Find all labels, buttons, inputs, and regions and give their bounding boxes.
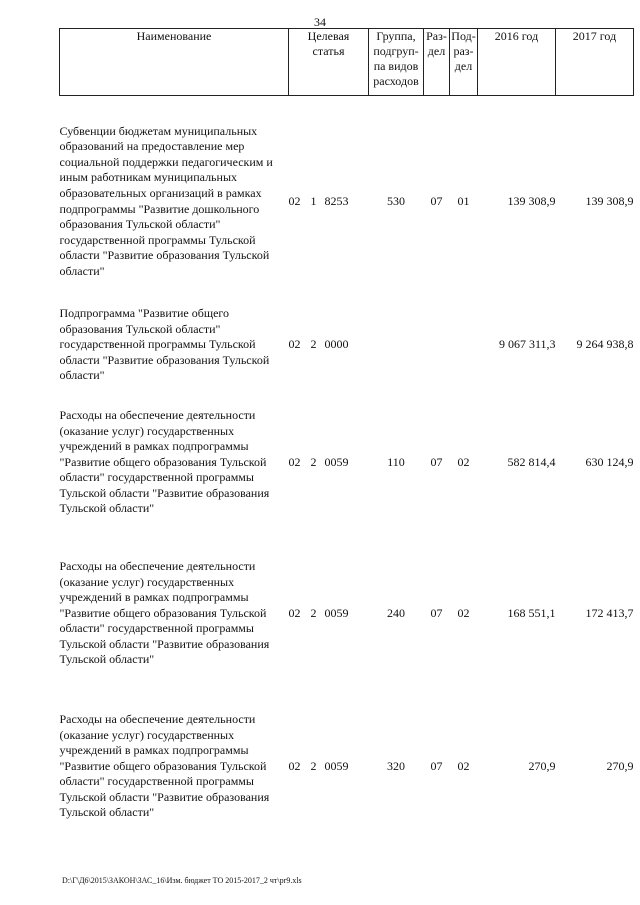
- header-group: Группа, подгруп-па видов расходов: [369, 29, 424, 96]
- row-value-2017: 630 124,9: [585, 454, 634, 469]
- row-subsection: 02: [457, 454, 470, 469]
- row-value-2017: 9 264 938,8: [576, 337, 634, 352]
- row-section: 07: [430, 605, 443, 620]
- row-section: [424, 303, 450, 388]
- row-name: Расходы на обеспечение деятельности (оказание услуг) государственных учреждений в рамках подпрограммы "Развитие общего образования Тульской области" государственной программы Тульской области "Развитие образования Тульской области": [59, 711, 270, 820]
- code-program: 02: [288, 193, 301, 208]
- header-target-item: Целевая статья: [289, 29, 369, 96]
- spacer-row: [60, 96, 634, 116]
- header-year-2016: 2016 год: [478, 29, 556, 96]
- code-direction: 0059: [324, 605, 349, 620]
- footer-file-path: D:\Г\Д6\2015\ЗАКОН\ЗАС_16\Изм. бюджет ТО 2015-2017_2 чт\pr9.xls: [62, 876, 302, 885]
- table-row: [60, 402, 634, 524]
- table-row: [60, 706, 634, 828]
- code-subprogram: 2: [310, 454, 317, 469]
- code-direction: 0059: [324, 454, 349, 469]
- row-value-2016: 9 067 311,3: [498, 337, 556, 352]
- row-target-code: [289, 402, 369, 524]
- code-direction: 8253: [324, 193, 349, 208]
- table-row: [60, 116, 634, 288]
- row-value-2017: 139 308,9: [585, 193, 634, 208]
- code-direction: 0000: [324, 337, 349, 352]
- row-subsection: 01: [457, 193, 470, 208]
- row-value-2017: 172 413,7: [585, 605, 634, 620]
- budget-table: [59, 28, 634, 828]
- row-section: 07: [430, 454, 443, 469]
- row-value-2016: 582 814,4: [507, 454, 556, 469]
- spacer-row: [60, 288, 634, 303]
- row-group: 240: [387, 605, 405, 620]
- header-subsection: Под-раз-дел: [450, 29, 478, 96]
- row-value-2016: 139 308,9: [507, 193, 556, 208]
- code-subprogram: 2: [310, 337, 317, 352]
- header-year-2017: 2017 год: [556, 29, 634, 96]
- page-number: 34: [314, 15, 326, 29]
- row-group: 110: [387, 454, 405, 469]
- code-program: 02: [288, 758, 301, 773]
- header-section: Раз-дел: [424, 29, 450, 96]
- row-value-2017: 270,9: [606, 758, 634, 773]
- spacer-row: [60, 388, 634, 402]
- code-subprogram: 1: [310, 193, 317, 208]
- row-target-code: [289, 116, 369, 288]
- row-target-code: [289, 554, 369, 674]
- row-name: Расходы на обеспечение деятельности (оказание услуг) государственных учреждений в рамках подпрограммы "Развитие общего образования Тульской области" государственной программы Тульской области "Развитие образования Тульской области": [59, 558, 270, 667]
- row-group: [369, 303, 424, 388]
- spacer-row: [60, 674, 634, 706]
- row-section: 07: [430, 193, 443, 208]
- row-subsection: 02: [457, 758, 470, 773]
- row-name: Расходы на обеспечение деятельности (оказание услуг) государственных учреждений в рамках подпрограммы "Развитие общего образования Тульской области" государственной программы Тульской области "Развитие образования Тульской области": [59, 407, 270, 516]
- row-target-code: [289, 706, 369, 828]
- code-direction: 0059: [324, 758, 349, 773]
- row-name: Подпрограмма "Развитие общего образования Тульской области" государственной программы Тульской области "Развитие образования Тульской области": [59, 306, 270, 383]
- code-subprogram: 2: [310, 758, 317, 773]
- table-row: [60, 303, 634, 388]
- code-program: 02: [288, 337, 301, 352]
- row-value-2016: 270,9: [528, 758, 556, 773]
- row-target-code: [289, 303, 369, 388]
- row-subsection: 02: [457, 605, 470, 620]
- code-program: 02: [288, 454, 301, 469]
- row-group: 530: [387, 193, 405, 208]
- row-name: Субвенции бюджетам муниципальных образований на предоставление мер социальной поддержки педагогическим и иным работникам муниципальных образовательных организаций в рамках подпрограммы "Развитие дошкольного образования Тульской области" государственной программы Тульской области "Развитие образования Тульской области": [59, 123, 273, 278]
- row-group: 320: [387, 758, 405, 773]
- table-row: [60, 554, 634, 674]
- header-name: Наименование: [60, 29, 289, 96]
- spacer-row: [60, 524, 634, 554]
- code-subprogram: 2: [310, 605, 317, 620]
- code-program: 02: [288, 605, 301, 620]
- row-subsection: [450, 303, 478, 388]
- row-value-2016: 168 551,1: [507, 605, 556, 620]
- row-section: 07: [430, 758, 443, 773]
- table-header-row: [60, 29, 634, 96]
